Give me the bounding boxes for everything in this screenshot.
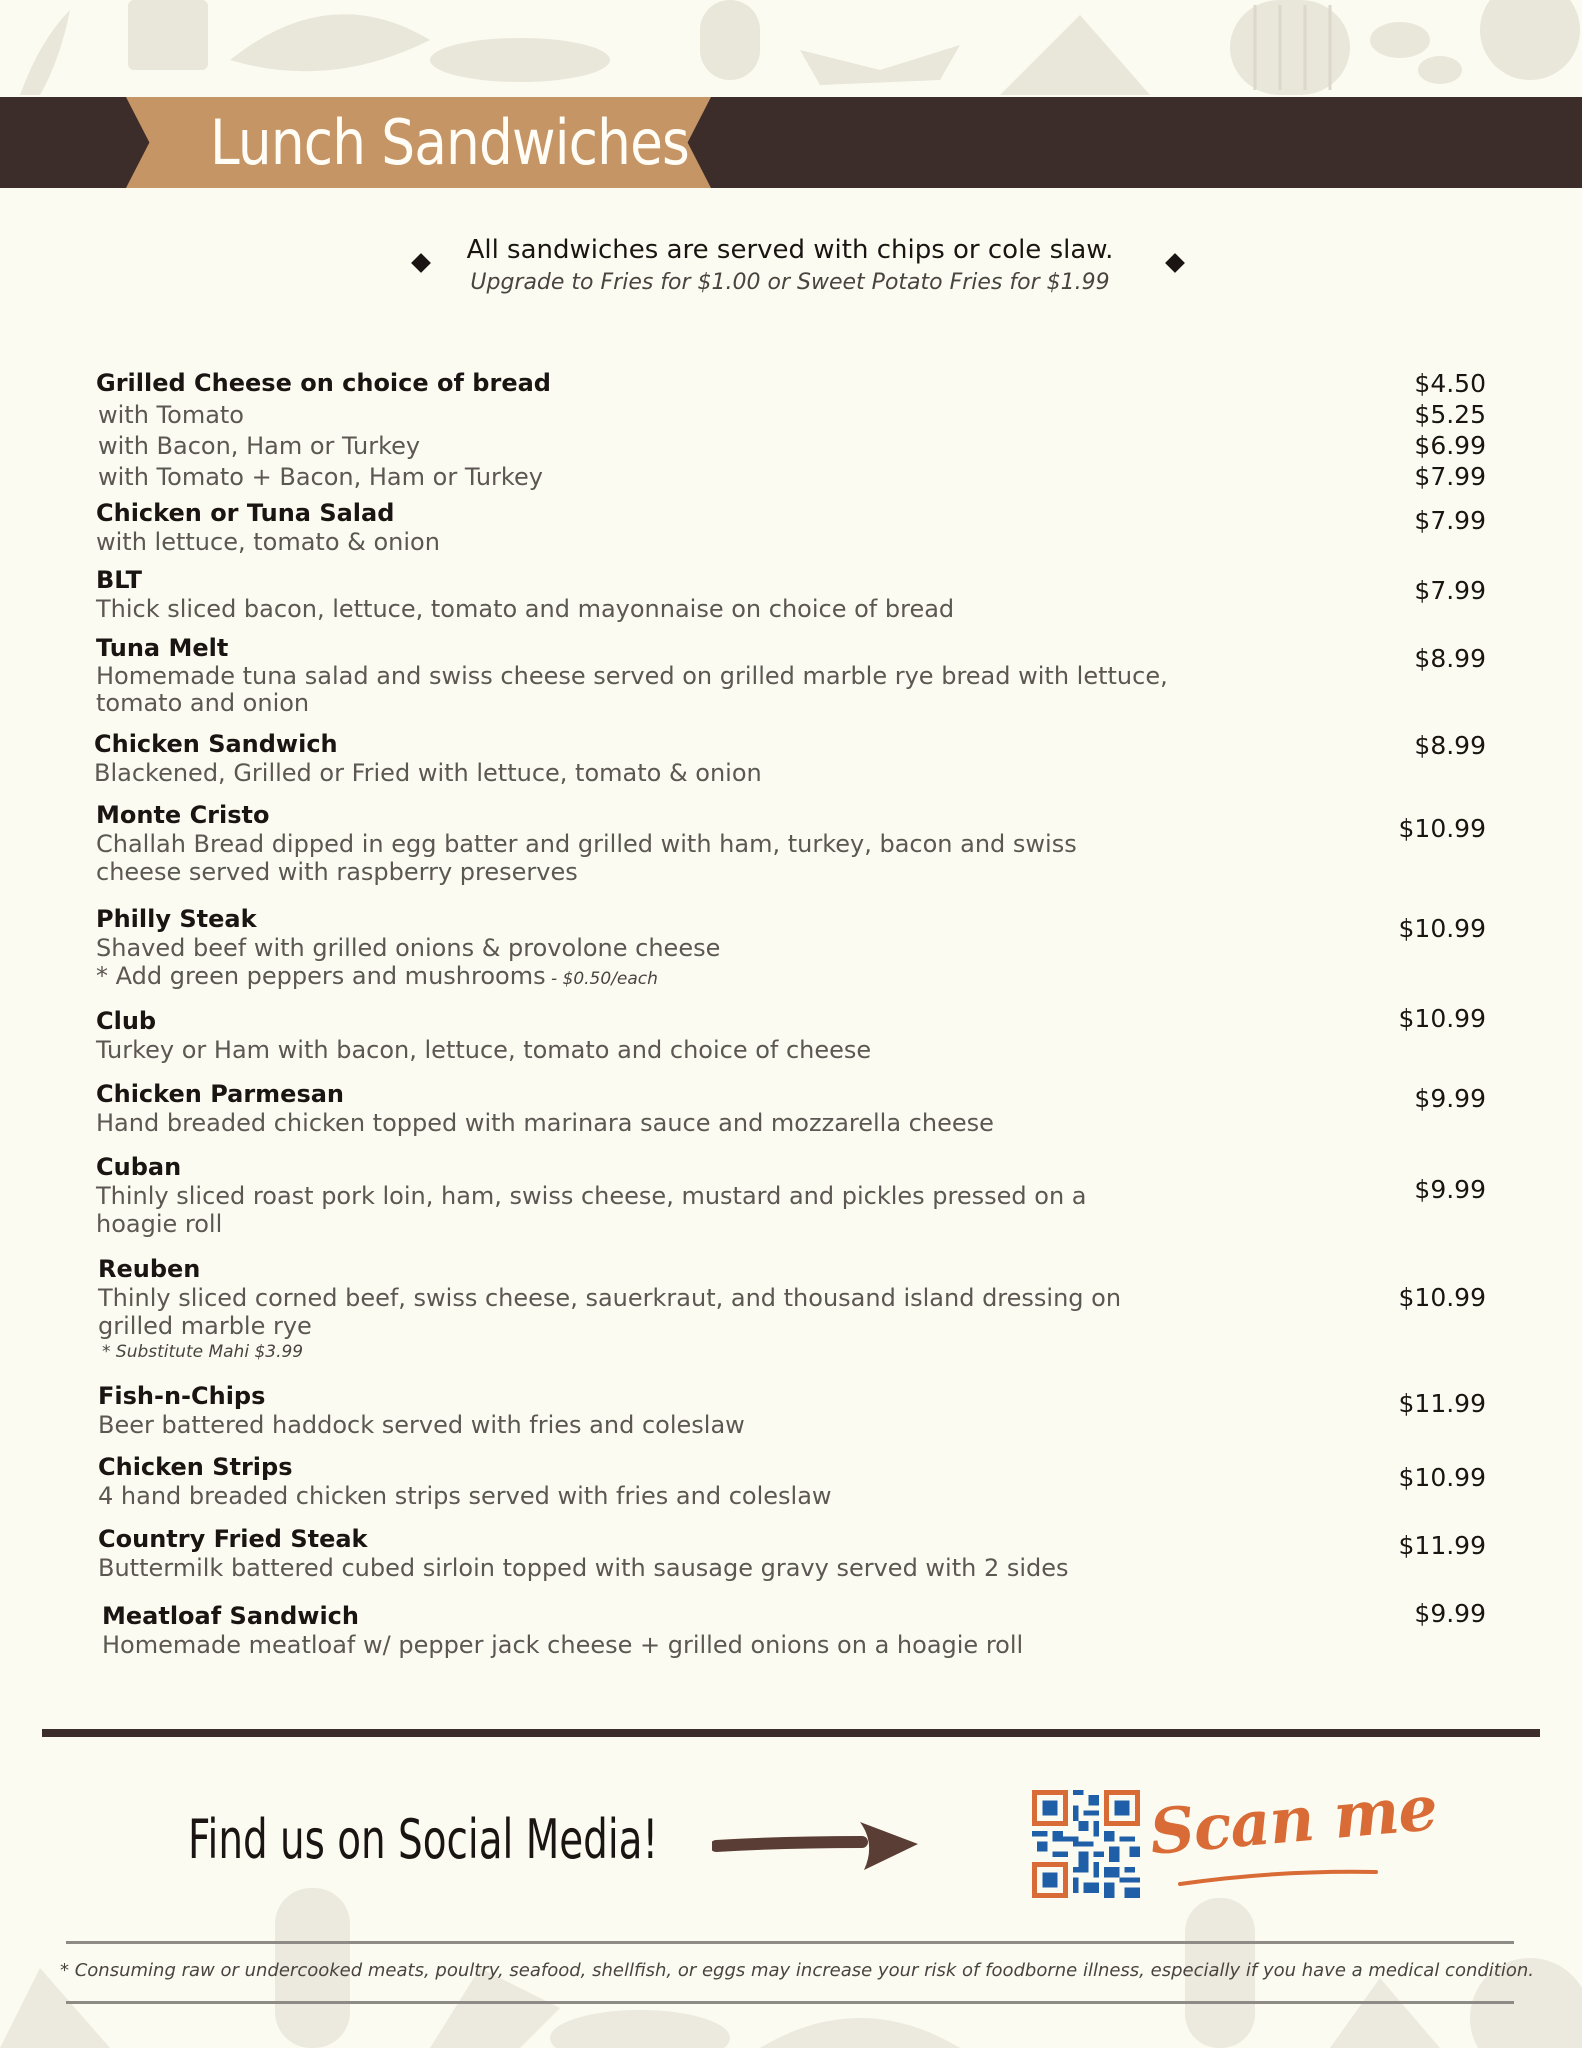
menu-item [98,1453,1188,1510]
item-desc: Homemade meatloaf w/ pepper jack cheese + grilled onions on a hoagie roll [102,1631,1024,1659]
menu-item [94,730,1184,787]
item-name: Chicken Sandwich [94,730,338,758]
menu-item [98,1525,1188,1582]
menu-item [96,499,1186,556]
footer-divider [42,1729,1540,1737]
page-title: Lunch Sandwiches [210,106,689,179]
item-price: $9.99 [1414,1084,1486,1113]
item-name: Club [96,1007,157,1035]
item-name: Chicken or Tuna Salad [96,499,395,527]
item-price: $10.99 [1398,1283,1486,1312]
scan-underline-icon [1178,1868,1378,1888]
item-name: Monte Cristo [96,801,270,829]
menu-item [96,566,1186,623]
intro-line-1: All sandwiches are served with chips or cole slaw. [466,235,1114,265]
item-desc: Beer battered haddock served with fries and coleslaw [98,1411,745,1439]
item-price: $7.99 [1414,506,1486,535]
menu-item [96,905,1186,991]
qr-code-icon[interactable] [1032,1790,1140,1898]
item-desc: 4 hand breaded chicken strips served with fries and coleslaw [98,1482,832,1510]
menu-item [96,634,1176,717]
option-price: $6.99 [1414,431,1486,460]
item-name: Country Fried Steak [98,1525,368,1553]
item-price: $9.99 [1414,1175,1486,1204]
item-price: $10.99 [1398,1004,1486,1033]
item-price: $4.50 [1414,369,1486,398]
item-price: $10.99 [1398,1463,1486,1492]
menu-item [96,1007,1186,1064]
option-label: with Bacon, Ham or Turkey [98,432,421,460]
item-desc: Turkey or Ham with bacon, lettuce, tomato and choice of cheese [96,1036,872,1064]
item-price: $10.99 [1398,914,1486,943]
option-price: $7.99 [1414,462,1486,491]
item-name: BLT [96,566,142,594]
item-desc: Thick sliced bacon, lettuce, tomato and mayonnaise on choice of bread [96,595,955,623]
item-desc: Blackened, Grilled or Fried with lettuce, tomato & onion [94,759,762,787]
item-price: $11.99 [1398,1531,1486,1560]
item-desc: with lettuce, tomato & onion [96,528,440,556]
item-name: Chicken Parmesan [96,1080,345,1108]
item-price: $9.99 [1414,1599,1486,1628]
item-desc: Challah Bread dipped in egg batter and grilled with ham, turkey, bacon and swiss cheese served with raspberry preserves [96,830,1077,886]
social-media-label: Find us on Social Media! [188,1808,659,1871]
item-desc: Thinly sliced roast pork loin, ham, swiss cheese, mustard and pickles pressed on a hoagie roll [96,1182,1087,1238]
item-desc: Hand breaded chicken topped with marinara sauce and mozzarella cheese [96,1109,994,1137]
item-price: $8.99 [1414,644,1486,673]
menu-item [96,1080,1186,1137]
scan-me-label: Scan me [1146,1771,1440,1869]
menu-item [98,1255,1128,1364]
menu-item [98,1382,1188,1439]
item-name: Tuna Melt [96,634,229,662]
option-label: with Tomato [98,401,244,429]
menu-item [96,1153,1116,1238]
disclaimer-text: * Consuming raw or undercooked meats, poultry, seafood, shellfish, or eggs may increase your risk of foodborne illness, especially if you have a medical condition. [60,1960,1535,1981]
addon-price: - $0.50/each [545,969,658,989]
food-pattern-top [0,0,1582,98]
item-desc: Thinly sliced corned beef, swiss cheese, sauerkraut, and thousand island dressing on grilled marble rye [98,1284,1122,1340]
item-name: Philly Steak [96,905,257,933]
option-price: $5.25 [1414,400,1486,429]
item-desc: Shaved beef with grilled onions & provolone cheese [96,934,721,962]
item-price: $10.99 [1398,814,1486,843]
item-price: $7.99 [1414,576,1486,605]
disclaimer-divider-top [66,1941,1514,1944]
option-label: with Tomato + Bacon, Ham or Turkey [98,463,543,491]
item-name: Fish-n-Chips [98,1382,266,1410]
item-desc: Homemade tuna salad and swiss cheese served on grilled marble rye bread with lettuce, tomato and onion [96,662,1168,717]
menu-item [96,801,1116,886]
menu-item [102,1602,1192,1659]
item-name: Chicken Strips [98,1453,293,1481]
intro-line-2: Upgrade to Fries for $1.00 or Sweet Potato Fries for $1.99 [470,270,1110,295]
menu-item-grilled-cheese [96,369,1186,398]
item-name: Grilled Cheese on choice of bread [96,369,551,397]
addon-text: * Add green peppers and mushrooms [96,962,546,990]
item-price: $11.99 [1398,1389,1486,1418]
item-desc: Buttermilk battered cubed sirloin topped with sausage gravy served with 2 sides [98,1554,1069,1582]
arrow-right-icon [712,1812,922,1876]
disclaimer-divider-bottom [66,2001,1514,2004]
item-name: Cuban [96,1153,182,1181]
item-price: $8.99 [1414,731,1486,760]
item-addon [96,962,1186,991]
intro-note [400,232,1180,298]
item-name: Reuben [98,1255,201,1283]
item-note: * Substitute Mahi $3.99 [102,1342,304,1362]
item-name: Meatloaf Sandwich [102,1602,359,1630]
